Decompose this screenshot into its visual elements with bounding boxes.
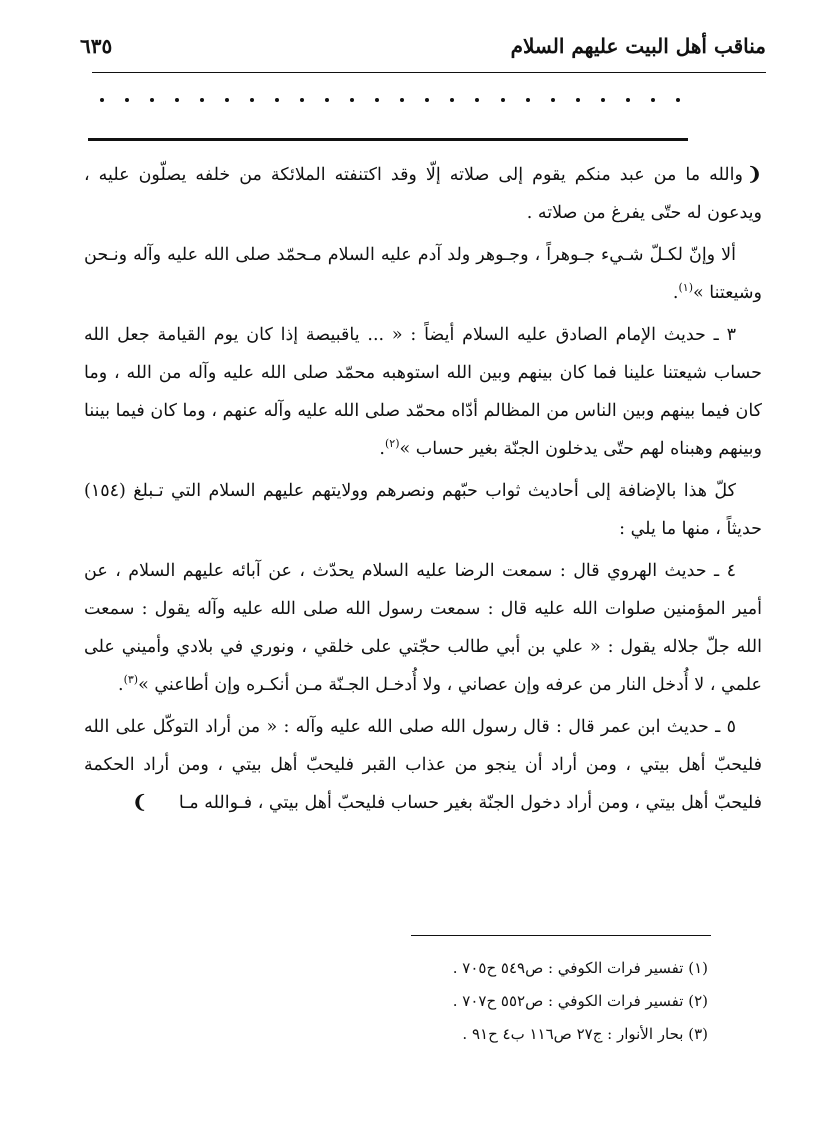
main-text [84, 156, 762, 826]
footnote-1: (١) تفسير فرات الكوفي : ص٥٤٩ ح٧٠٥ . [452, 959, 708, 977]
footnote-ref-3: (٣) [123, 673, 139, 687]
paragraph-1: ❨والله ما من عبد منكم يقوم إلى صلاته إلّا وقد اكتنفته الملائكة من خلفه يصلّون عليه ، ويدعون له حتّى يفرغ من صلاته . [84, 156, 762, 232]
separator-rule [88, 138, 688, 141]
footnote-2: (٢) تفسير فرات الكوفي : ص٥٥٢ ح٧٠٧ . [452, 992, 708, 1010]
paragraph-6: ٥ ـ حديث ابن عمر قال : قال رسول الله صلى الله عليه وآله : « من أراد التوكّل على الله فليحبّ أهل بيتي ، ومن أراد أن ينجو من عذاب القبر فليحبّ أهل بيتي ، ومن أراد الحكمة فليحبّ أهل بيتي ، ومن أراد دخول الجنّة بغير حساب فليحبّ أهل بيتي ، فـوالله مـا ❩ [84, 708, 762, 822]
close-bracket-icon: ❩ [132, 792, 148, 813]
footnote-ref-2: (٢) [385, 437, 400, 451]
footnote-ref-1: (١) [678, 281, 693, 295]
paragraph-5: ٤ ـ حديث الهروي قال : سمعت الرضا عليه السلام يحدّث ، عن آبائه عليهم السلام ، عن أمير المؤمنين صلوات الله عليه قال : سمعت رسول الله صلى الله عليه وآله يقول : سمعت الله جلّ جلاله يقول : « علي بن أبي طالب حجّتي على خلقي ، ونوري في بلادي وأميني على علمي ، لا أُدخل النار من عرفه وإن عصاني ، ولا أُدخـل الجـنّة مـن أنكـره وإن أطاعني »$^{(٣)}$. [84, 561, 762, 695]
running-title: مناقب أهل البيت عليهم السلام [510, 34, 766, 58]
open-bracket-icon: ❨ [746, 164, 762, 185]
paragraph-4: كلّ هذا بالإضافة إلى أحاديث ثواب حبّهم ونصرهم وولايتهم عليهم السلام التي تـبلغ (١٥٤) حديثاً ، منها ما يلي : [84, 481, 762, 539]
footnote-3: (٣) بحار الأنوار : ج٢٧ ص١١٦ ب٤ ح٩١ . [462, 1025, 708, 1043]
dotted-separator [100, 98, 680, 102]
paragraph-2: ألا وإنّ لكـلّ شـيء جـوهراً ، وجـوهر ولد آدم عليه السلام مـحمّد صلى الله عليه وآله ونـحن وشيعتنا »$^{(١)}$. [84, 245, 762, 303]
page-number: ٦٣٥ [80, 34, 113, 58]
paragraph-3: ٣ ـ حديث الإمام الصادق عليه السلام أيضاً : « ... ياقبيصة إذا كان يوم القيامة جعل الله حساب شيعتنا علينا فما كان بينهم وبين الله استوهبه محمّد صلى الله عليه وآله من الله ، وما كان فيما بينهم وبين الناس من المظالم أدّاه محمّد صلى الله عليه وآله عنهم ، وما كان فيما بيننا وبينهم وهبناه لهم حتّى يدخلون الجنّة بغير حساب »$^{(٢)}$. [84, 325, 762, 459]
footnote-rule [411, 935, 711, 936]
header-rule [92, 72, 766, 73]
page-header [80, 34, 766, 66]
footnotes [268, 952, 708, 1051]
